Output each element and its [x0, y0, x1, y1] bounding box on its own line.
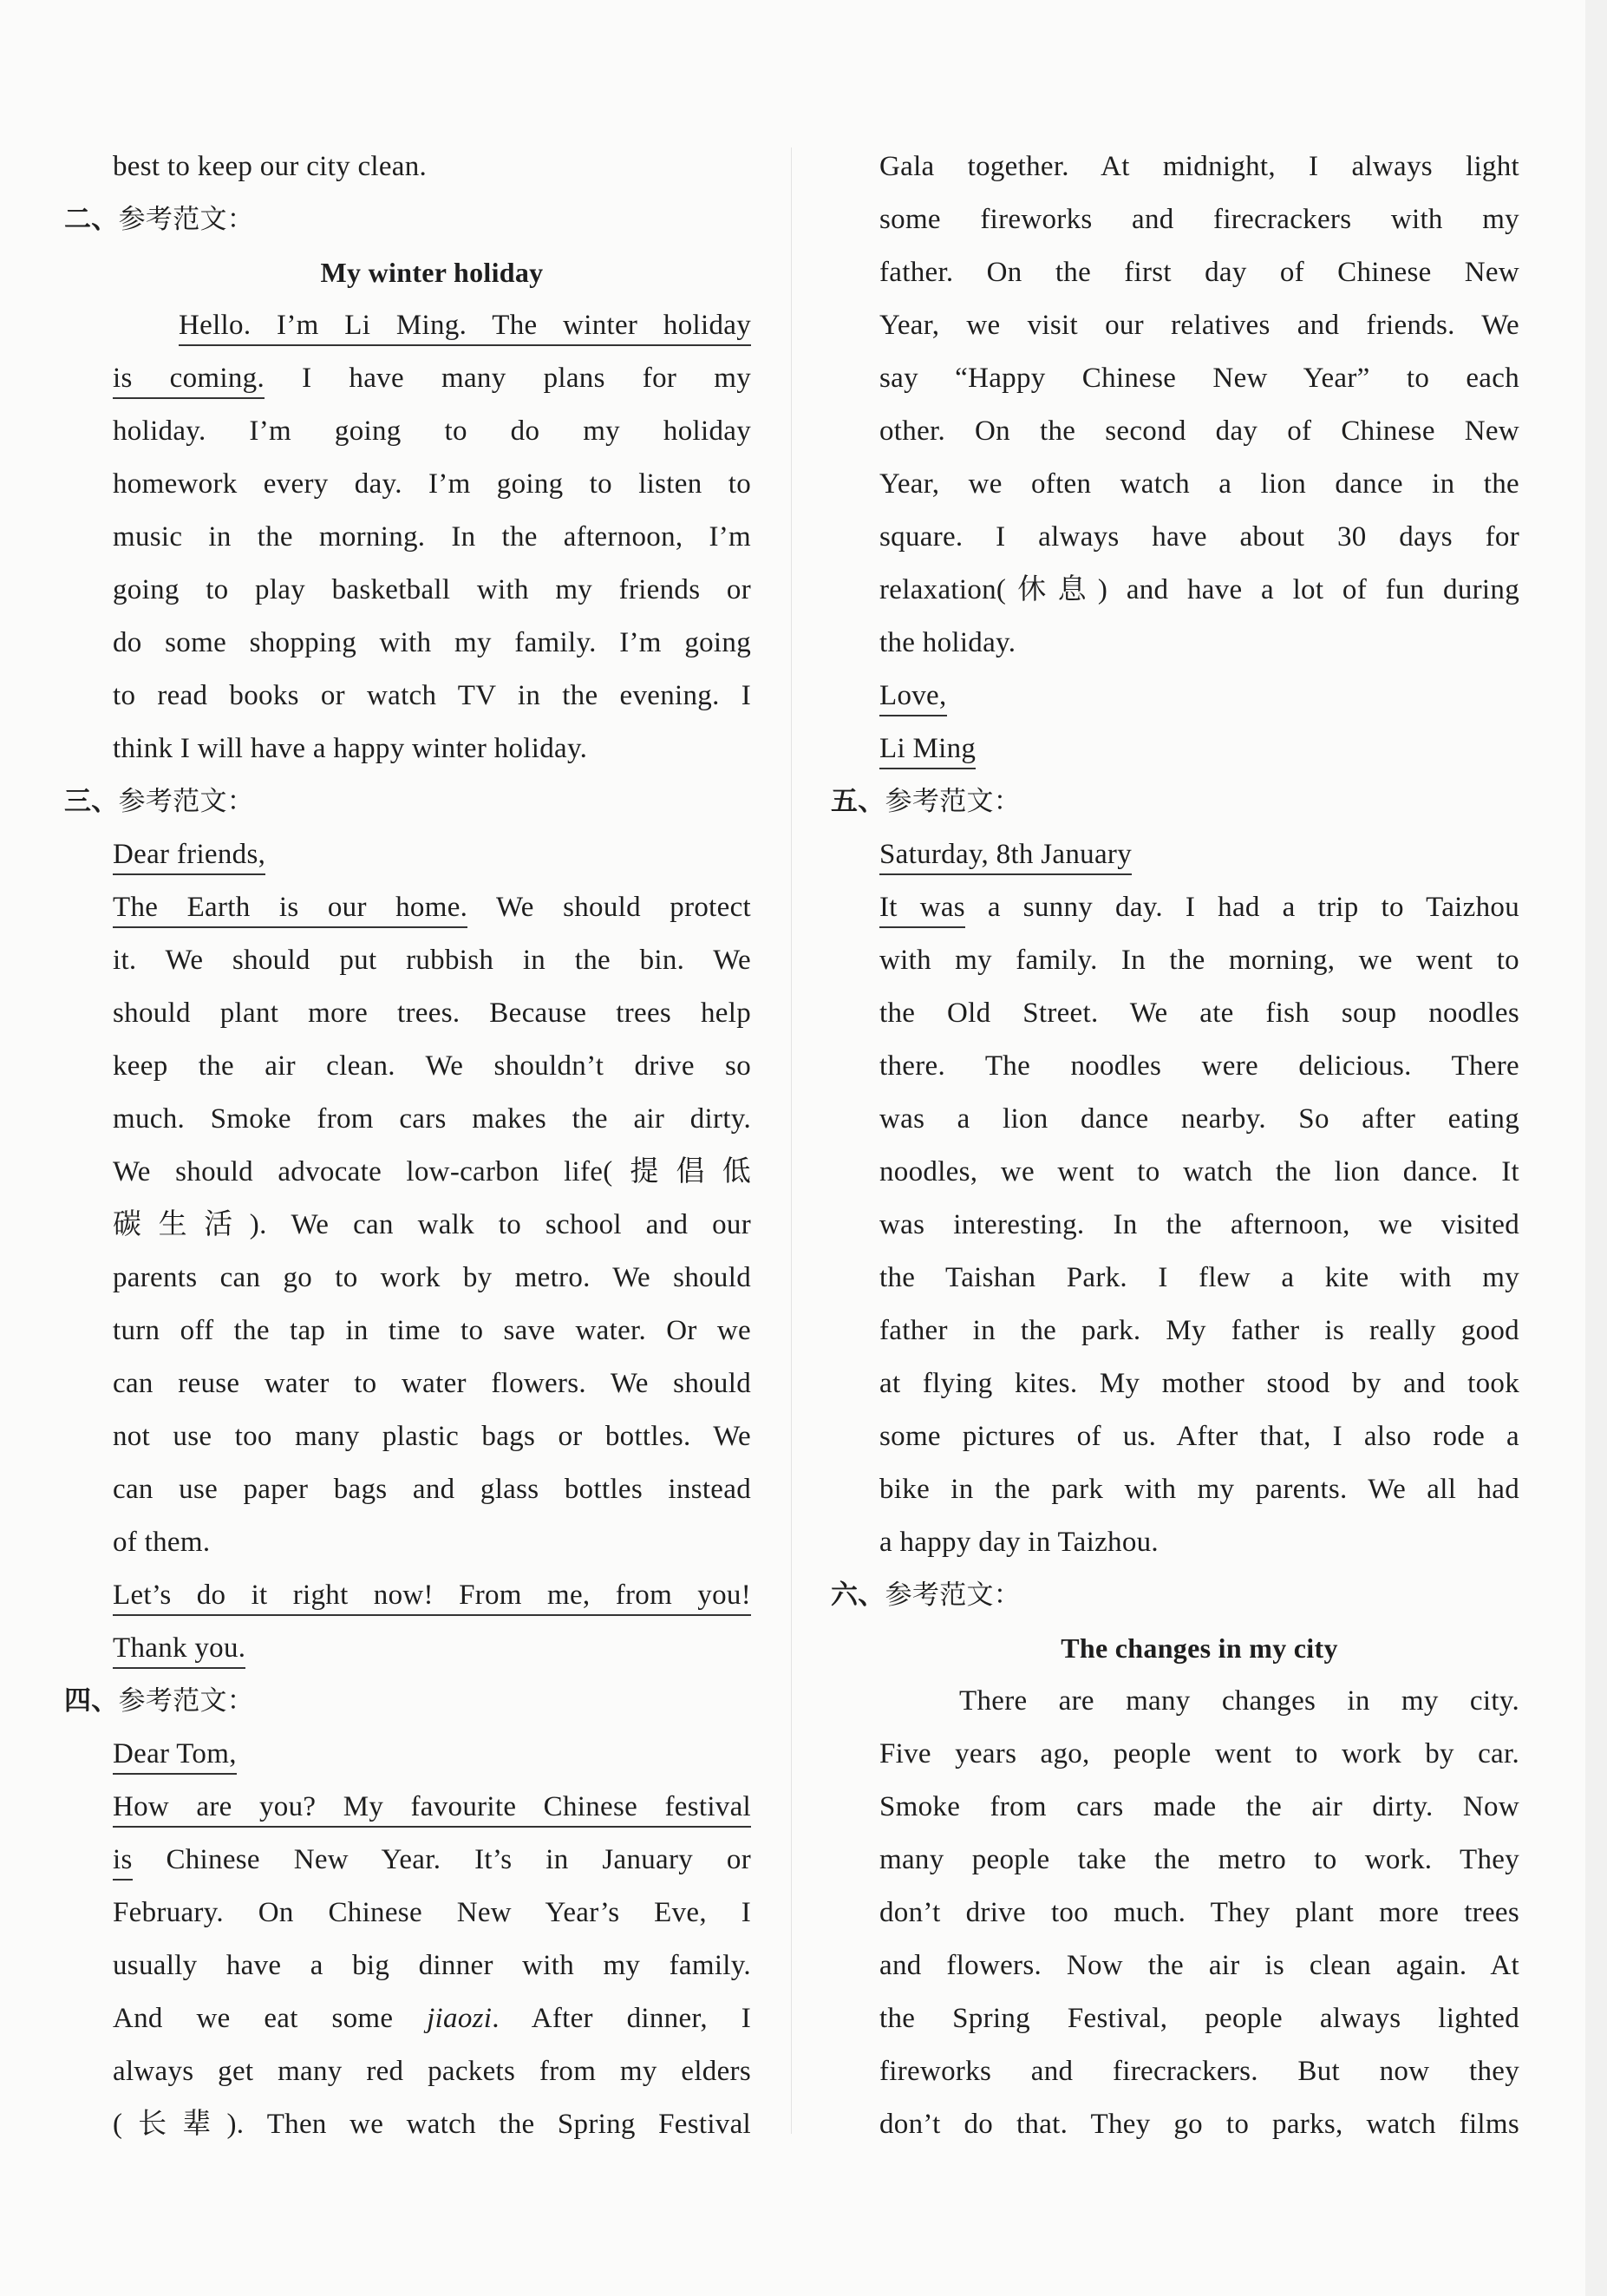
text-segment: I have many plans for my [265, 363, 751, 394]
section-number: 四、 [64, 1685, 119, 1717]
text-line [879, 458, 1519, 511]
text-segment: Five years ago, people went to work by car. [879, 1738, 1519, 1769]
text-segment: February. On Chinese New Year’s Eve, I [113, 1897, 751, 1928]
text-line [113, 1040, 751, 1093]
text-line [879, 193, 1519, 246]
text-line [879, 141, 1519, 193]
text-line [113, 1622, 751, 1675]
section-heading [64, 1675, 751, 1728]
text-line [879, 1040, 1519, 1093]
text-segment: should plant more trees. Because trees help [113, 998, 751, 1029]
text-segment: was interesting. In the afternoon, we visited [879, 1209, 1519, 1240]
text-line [879, 1992, 1519, 2045]
text-line [879, 1516, 1519, 1569]
text-line [879, 1834, 1519, 1887]
text-line [113, 1781, 751, 1834]
text-segment: other. On the second day of Chinese New [879, 415, 1519, 447]
text-line [113, 564, 751, 617]
text-line [113, 617, 751, 670]
text-segment: there. The noodles were delicious. There [879, 1050, 1519, 1082]
text-segment: with my family. In the morning, we went to [879, 945, 1519, 976]
text-line [879, 246, 1519, 299]
text-line [879, 934, 1519, 987]
text-line [879, 1675, 1519, 1728]
text-line [113, 1728, 751, 1781]
text-segment: at flying kites. My mother stood by and took [879, 1368, 1519, 1399]
essay-title [879, 1622, 1519, 1675]
text-segment: always get many red packets from my elders [113, 2056, 751, 2087]
text-segment: don’t drive too much. They plant more trees [879, 1897, 1519, 1928]
text-line [113, 670, 751, 723]
text-line [113, 1887, 751, 1939]
underlined-text: Li Ming [879, 733, 976, 769]
text-segment: some pictures of us. After that, I also rode a [879, 1421, 1519, 1452]
text-segment: . After dinner, I [492, 2003, 751, 2034]
text-segment: bike in the park with my parents. We all had [879, 1474, 1519, 1505]
text-line [879, 1252, 1519, 1305]
text-line [879, 564, 1519, 617]
text-line [113, 934, 751, 987]
text-line [879, 1357, 1519, 1410]
text-segment: Year, we often watch a lion dance in the [879, 468, 1519, 500]
text-segment: many people take the metro to work. They [879, 1844, 1519, 1875]
text-segment: And we eat some [113, 2003, 428, 2034]
text-line [113, 828, 751, 881]
text-line [113, 987, 751, 1040]
underlined-text: is coming. [113, 363, 265, 399]
text-line [113, 1199, 751, 1252]
text-line [113, 2098, 751, 2151]
text-line [879, 1093, 1519, 1146]
text-segment: square. I always have about 30 days for [879, 521, 1519, 553]
text-segment: much. Smoke from cars makes the air dirty. [113, 1103, 751, 1135]
section-number: 二、 [64, 204, 119, 235]
underlined-text: Let’s do it right now! From me, from you! [113, 1580, 751, 1616]
text-segment: We should protect [467, 892, 751, 923]
text-line [879, 723, 1519, 775]
underlined-text: Love, [879, 680, 947, 716]
text-segment: do some shopping with my family. I’m going [113, 627, 751, 658]
underlined-text: How are you? My favourite Chinese festival [113, 1791, 751, 1828]
text-line [879, 299, 1519, 352]
text-line [879, 1887, 1519, 1939]
text-line [113, 141, 751, 193]
text-segment: homework every day. I’m going to listen to [113, 468, 751, 500]
text-line [113, 1252, 751, 1305]
text-line [113, 352, 751, 405]
text-segment: can use paper bags and glass bottles instead [113, 1474, 751, 1505]
text-line [879, 1781, 1519, 1834]
text-line [879, 670, 1519, 723]
text-segment: jiaozi [427, 2003, 493, 2034]
text-line [113, 299, 751, 352]
text-segment: The changes in my city [1061, 1632, 1338, 1664]
section-heading [64, 193, 751, 246]
text-segment: (长辈). Then we watch the Spring Festival [113, 2109, 751, 2140]
text-segment: the Taishan Park. I flew a kite with my [879, 1262, 1519, 1293]
text-segment: and flowers. Now the air is clean again. At [879, 1950, 1519, 1981]
text-segment: it. We should put rubbish in the bin. We [113, 945, 751, 976]
text-line [113, 1569, 751, 1622]
text-line [113, 1305, 751, 1357]
text-segment: of them. [113, 1527, 211, 1558]
left-column [64, 141, 751, 2151]
text-segment: Gala together. At midnight, I always light [879, 151, 1519, 182]
section-number: 五、 [831, 786, 885, 817]
text-line [113, 1834, 751, 1887]
section-heading [64, 775, 751, 828]
text-line [879, 1410, 1519, 1463]
text-segment: say “Happy Chinese New Year” to each [879, 363, 1519, 394]
underlined-text: Hello. I’m Li Ming. The winter holiday [179, 310, 751, 346]
text-segment: relaxation(休息) and have a lot of fun during [879, 574, 1519, 605]
text-line [113, 881, 751, 934]
text-line [113, 1516, 751, 1569]
text-segment: holiday. I’m going to do my holiday [113, 415, 751, 447]
text-segment: Chinese New Year. It’s in January or [132, 1844, 751, 1875]
text-line [879, 1728, 1519, 1781]
text-segment: Smoke from cars made the air dirty. Now [879, 1791, 1519, 1822]
text-segment: music in the morning. In the afternoon, I’m [113, 521, 751, 553]
text-line [113, 511, 751, 564]
text-segment: parents can go to work by metro. We should [113, 1262, 751, 1293]
section-number: 三、 [64, 786, 119, 817]
section-label: 参考范文： [885, 786, 1022, 817]
text-segment: a sunny day. I had a trip to Taizhou [964, 892, 1519, 923]
text-line [879, 2045, 1519, 2098]
text-line [879, 987, 1519, 1040]
text-line [879, 617, 1519, 670]
column-divider [791, 147, 792, 2134]
section-number: 六、 [831, 1580, 885, 1611]
text-segment: fireworks and firecrackers. But now they [879, 2056, 1519, 2087]
text-segment: turn off the tap in time to save water. Or we [113, 1315, 751, 1346]
text-segment: father. On the first day of Chinese New [879, 257, 1519, 288]
underlined-text: Thank you. [113, 1632, 245, 1669]
underlined-text: Dear friends, [113, 839, 265, 875]
text-segment: My winter holiday [320, 257, 544, 288]
text-segment: the Old Street. We ate fish soup noodles [879, 998, 1519, 1029]
text-line [113, 1992, 751, 2045]
section-label: 参考范文： [885, 1580, 1022, 1611]
underlined-text: Saturday, 8th January [879, 839, 1132, 875]
section-label: 参考范文： [118, 204, 255, 235]
text-line [879, 511, 1519, 564]
section-label: 参考范文： [118, 1685, 255, 1717]
underlined-text: It was [879, 892, 965, 928]
essay-title [113, 246, 751, 299]
text-segment: can reuse water to water flowers. We should [113, 1368, 751, 1399]
text-segment: going to play basketball with my friends or [113, 574, 751, 605]
text-segment: to read books or watch TV in the evening. I [113, 680, 751, 711]
text-segment: think I will have a happy winter holiday. [113, 733, 588, 764]
text-line [879, 2098, 1519, 2151]
text-line [113, 1939, 751, 1992]
text-line [879, 1199, 1519, 1252]
text-segment: best to keep our city clean. [113, 151, 428, 182]
text-segment: don’t do that. They go to parks, watch films [879, 2109, 1519, 2140]
text-line [879, 1305, 1519, 1357]
text-line [879, 1939, 1519, 1992]
text-line [879, 1463, 1519, 1516]
section-heading [831, 775, 1519, 828]
text-line [879, 1146, 1519, 1199]
text-line [113, 1093, 751, 1146]
text-line [113, 2045, 751, 2098]
text-line [113, 723, 751, 775]
text-segment: Year, we visit our relatives and friends. We [879, 310, 1519, 341]
text-segment: 碳生活). We can walk to school and our [113, 1209, 751, 1240]
right-column [831, 141, 1519, 2151]
text-line [879, 828, 1519, 881]
text-line [879, 352, 1519, 405]
text-line [113, 1357, 751, 1410]
text-line [113, 1146, 751, 1199]
text-line [879, 405, 1519, 458]
text-segment: the Spring Festival, people always lighted [879, 2003, 1519, 2034]
text-segment: We should advocate low-carbon life(提倡低 [113, 1156, 751, 1187]
underlined-text: Dear Tom, [113, 1738, 237, 1775]
text-segment: keep the air clean. We shouldn’t drive so [113, 1050, 751, 1082]
page-edge [1585, 0, 1607, 2296]
text-segment: was a lion dance nearby. So after eating [879, 1103, 1519, 1135]
text-line [113, 1463, 751, 1516]
section-heading [831, 1569, 1519, 1622]
text-segment: There are many changes in my city. [959, 1685, 1519, 1717]
text-segment: some fireworks and firecrackers with my [879, 204, 1519, 235]
text-segment: a happy day in Taizhou. [879, 1527, 1159, 1558]
text-segment: father in the park. My father is really good [879, 1315, 1519, 1346]
underlined-text: The Earth is our home. [113, 892, 467, 928]
text-line [113, 405, 751, 458]
text-segment: not use too many plastic bags or bottles. We [113, 1421, 751, 1452]
text-line [879, 881, 1519, 934]
text-segment: the holiday. [879, 627, 1016, 658]
section-label: 参考范文： [118, 786, 255, 817]
text-line [113, 458, 751, 511]
text-segment: usually have a big dinner with my family. [113, 1950, 751, 1981]
text-line [113, 1410, 751, 1463]
text-segment: noodles, we went to watch the lion dance. It [879, 1156, 1519, 1187]
underlined-text: is [113, 1844, 133, 1881]
